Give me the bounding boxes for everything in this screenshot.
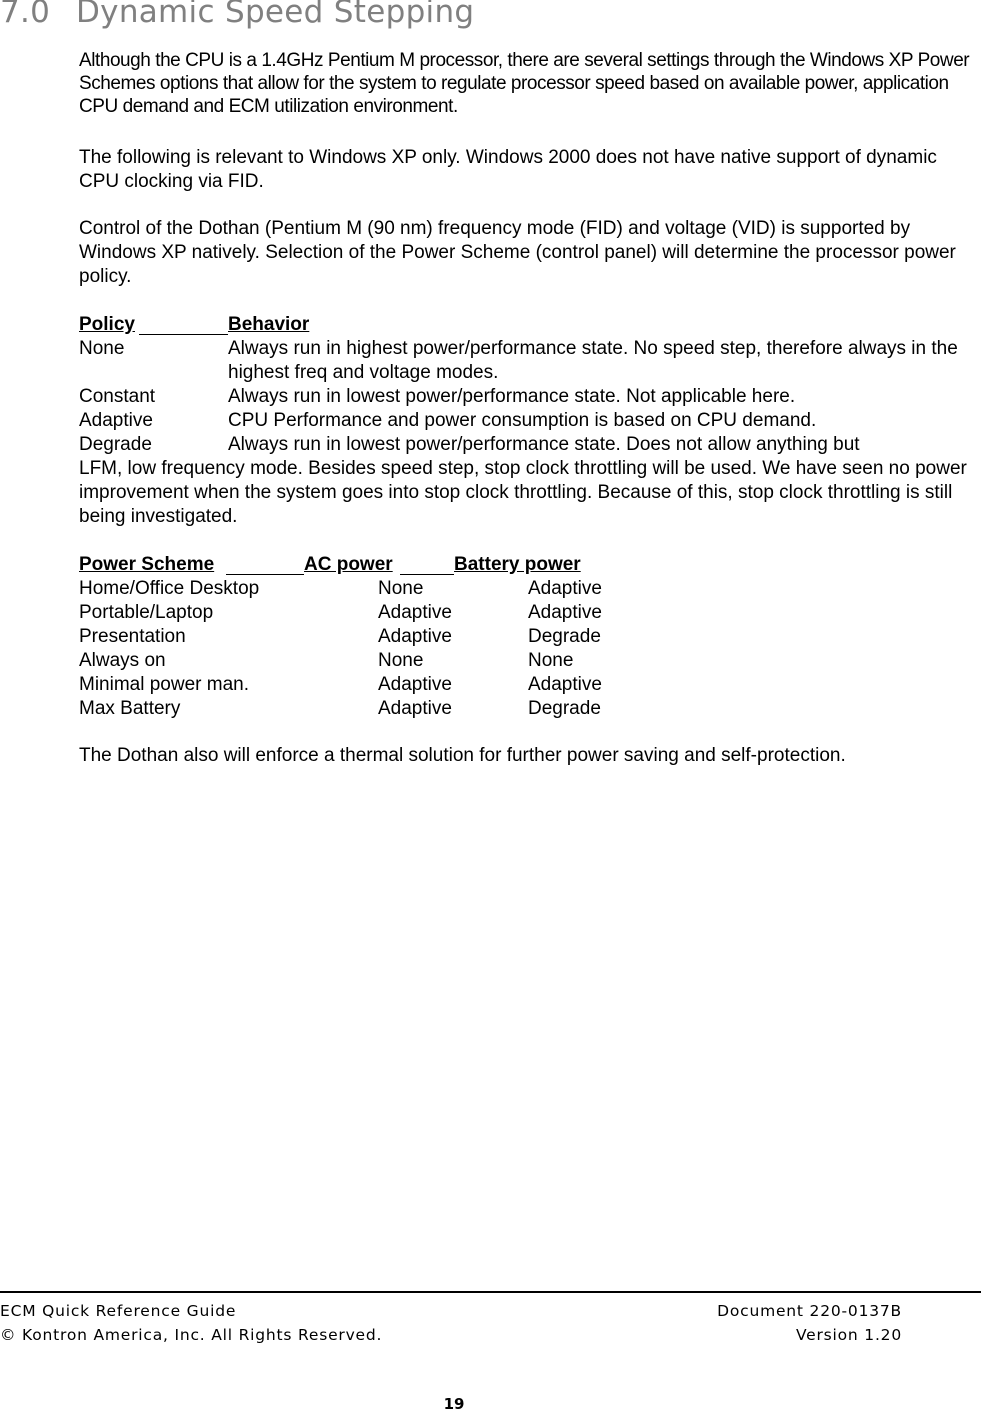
scheme-name: Presentation [79, 626, 186, 647]
scheme-ac-value: Adaptive [378, 602, 452, 623]
page-number: 19 [443, 1395, 465, 1413]
footer-document-id: Document 220-0137B [717, 1302, 902, 1320]
section-number: 7.0 [0, 0, 51, 30]
policy-behavior: Always run in highest power/performance state. No speed step, therefore always in the highest freq and voltage modes. [228, 338, 958, 383]
policy-behavior: Always run in lowest power/performance state. Not applicable here. [228, 386, 796, 407]
scheme-name: Max Battery [79, 698, 181, 719]
scheme-name: Always on [79, 650, 166, 671]
dothan-control-paragraph: Control of the Dothan (Pentium M (90 nm) frequency mode (FID) and voltage (VID) is supported by Windows XP natively. Selection of the Power Scheme (control panel) will determine the processor power policy. [79, 218, 956, 287]
scheme-battery-value: Adaptive [528, 602, 602, 623]
section-heading [0, 0, 474, 30]
header-underline-gap [226, 574, 304, 575]
footer-guide-title: ECM Quick Reference Guide [0, 1302, 237, 1320]
policy-behavior: CPU Performance and power consumption is based on CPU demand. [228, 410, 817, 431]
scheme-battery-value: Adaptive [528, 578, 602, 599]
battery-power-header: Battery power [454, 554, 581, 575]
intro-paragraph: Although the CPU is a 1.4GHz Pentium M processor, there are several settings through the Windows XP Power Schemes options that allow for the system to regulate processor speed based on available power, application CPU demand and ECM utilization environment. [79, 50, 970, 117]
footer-copyright: © Kontron America, Inc. All Rights Reserved. [0, 1326, 383, 1344]
policy-header: Policy [79, 314, 135, 335]
footer-divider [0, 1291, 981, 1293]
thermal-paragraph: The Dothan also will enforce a thermal solution for further power saving and self-protection. [79, 745, 846, 766]
scheme-ac-value: None [378, 578, 424, 599]
scheme-ac-value: Adaptive [378, 674, 452, 695]
policy-name: None [79, 338, 125, 359]
power-scheme-header: Power Scheme [79, 554, 215, 575]
scheme-ac-value: Adaptive [378, 626, 452, 647]
scheme-battery-value: Degrade [528, 698, 601, 719]
header-underline-gap [139, 334, 228, 335]
section-title: Dynamic Speed Stepping [76, 0, 475, 30]
behavior-header: Behavior [228, 314, 310, 335]
ac-power-header: AC power [304, 554, 393, 575]
scheme-ac-value: Adaptive [378, 698, 452, 719]
scheme-battery-value: Adaptive [528, 674, 602, 695]
footer-version: Version 1.20 [795, 1326, 902, 1344]
xp-only-paragraph: The following is relevant to Windows XP only. Windows 2000 does not have native support of dynamic CPU clocking via FID. [79, 147, 937, 192]
scheme-ac-value: None [378, 650, 424, 671]
policy-name: Adaptive [79, 410, 153, 431]
scheme-battery-value: Degrade [528, 626, 601, 647]
degrade-continuation: LFM, low frequency mode. Besides speed step, stop clock throttling will be used. We have seen no power improvement when the system goes into stop clock throttling. Because of this, stop clock throttling is still being investigated. [79, 458, 967, 527]
policy-name: Degrade [79, 434, 152, 455]
policy-name: Constant [79, 386, 156, 407]
scheme-name: Minimal power man. [79, 674, 249, 695]
scheme-battery-value: None [528, 650, 574, 671]
scheme-name: Portable/Laptop [79, 602, 214, 623]
policy-behavior: Always run in lowest power/performance state. Does not allow anything but [228, 434, 860, 455]
scheme-name: Home/Office Desktop [79, 578, 260, 599]
header-underline-gap [400, 574, 454, 575]
